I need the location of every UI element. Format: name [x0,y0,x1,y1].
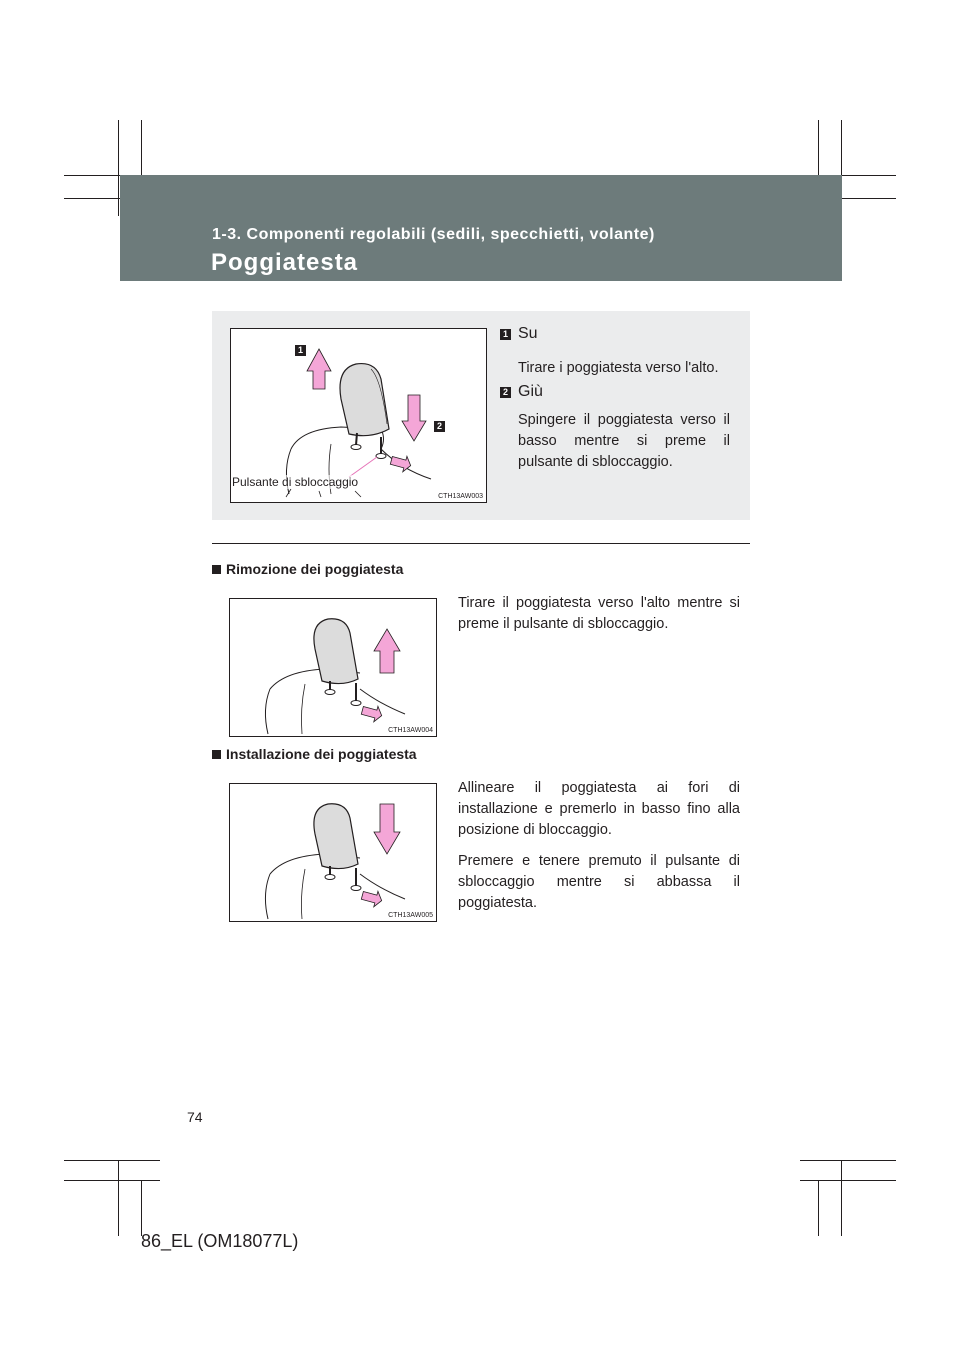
figure-code: CTH13AW003 [438,493,483,500]
headrest-removal-illustration [230,599,436,736]
page-title: Poggiatesta [211,249,359,276]
arrow-down-icon [402,395,426,441]
headrest-installation-illustration [230,784,436,921]
document-code: 86_EL (OM18077L) [141,1231,299,1251]
removal-text: Tirare il poggiatesta verso l'alto mentre si preme il pulsante di sbloccaggio. [458,595,740,632]
section-divider [212,543,750,544]
arrow-press-icon [360,703,383,724]
bullet-square-icon [212,750,221,759]
page-number: 74 [187,1109,203,1125]
installation-paragraph-1: Allineare il poggiatesta ai fori di installazione e premerlo in basso fino alla posizione di bloccaggio. [458,780,740,838]
removal-heading [212,561,403,577]
installation-figure [229,783,437,922]
removal-heading-text: Rimozione dei poggiatesta [226,561,404,577]
step-text-up: Tirare i poggiatesta verso l'alto. [518,360,719,376]
step-badge-2: 2 [500,387,511,398]
step-title-down: Giù [518,383,543,400]
arrow-up-icon [307,349,331,389]
bullet-square-icon [212,565,221,574]
figure-code: CTH13AW005 [388,912,433,919]
figure-badge-1: 1 [295,345,306,356]
installation-heading-text: Installazione dei poggiatesta [226,746,417,762]
arrow-press-icon [360,888,383,909]
figure-code: CTH13AW004 [388,727,433,734]
installation-text [458,778,740,924]
removal-figure [229,598,437,737]
section-label: 1-3. Componenti regolabili (sedili, specchietti, volante) [212,226,655,243]
arrow-down-icon [374,804,400,854]
release-button-callout: Pulsante di sbloccaggio [232,475,359,489]
arrow-up-icon [374,629,400,673]
step-text-down: Spingere il poggiatesta verso il basso mentre si preme il pulsante di sbloccaggio. [518,412,730,470]
step-badge-1: 1 [500,329,511,340]
installation-paragraph-2: Premere e tenere premuto il pulsante di sbloccaggio mentre si abbassa il poggiatesta. [458,853,740,911]
installation-heading [212,746,417,762]
step-title-up: Su [518,325,538,342]
figure-badge-2: 2 [434,421,445,432]
